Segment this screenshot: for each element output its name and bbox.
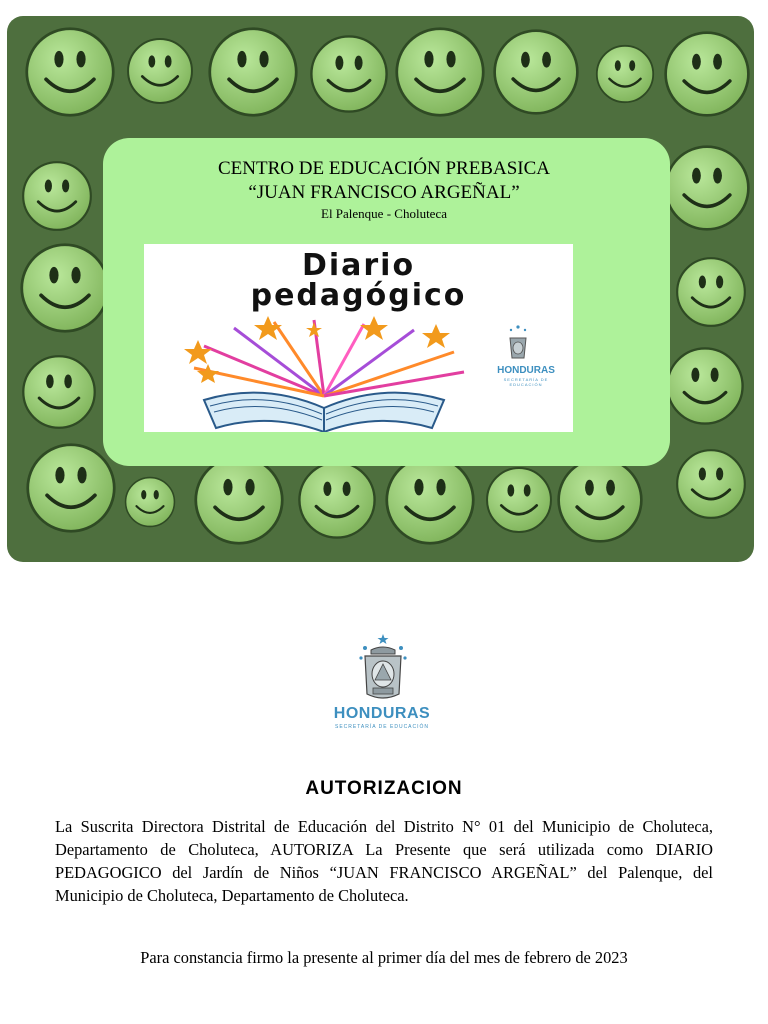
smiley-face-icon (297, 460, 377, 540)
smiley-face-icon (556, 456, 644, 544)
smiley-face-icon (675, 256, 747, 328)
school-name-line1: CENTRO DE EDUCACIÓN PREBASICA (218, 158, 550, 179)
authorization-closing: Para constancia firmo la presente al primer día del mes de febrero de 2023 (140, 948, 628, 967)
smiley-face-icon (492, 28, 580, 116)
smiley-face-icon (21, 354, 97, 430)
smiley-face-icon (126, 37, 194, 105)
smiley-face-icon (24, 26, 116, 118)
school-name-line2: “JUAN FRANCISCO ARGEÑAL” (248, 182, 520, 203)
smiley-face-icon (595, 44, 655, 104)
smiley-face-icon (665, 346, 745, 426)
open-book-stars-illustration (164, 316, 484, 432)
banner-emblem-subtitle: SECRETARÍA DE EDUCACIÓN (503, 377, 549, 387)
banner-title-line1: Diario (301, 248, 416, 283)
smiley-face-icon (19, 242, 111, 334)
smiley-face-icon (675, 448, 747, 520)
smiley-face-icon (485, 466, 553, 534)
smiley-face-icon (394, 26, 486, 118)
logo-emblem-word: HONDURAS (333, 705, 431, 722)
logo-emblem-subtitle: SECRETARÍA DE EDUCACIÓN (334, 724, 430, 730)
honduras-emblem-icon (506, 324, 530, 364)
smiley-face-icon (663, 30, 751, 118)
smiley-face-icon (25, 442, 117, 534)
authorization-body: La Suscrita Directora Distrital de Educación del Distrito N° 01 del Municipio de Choluteca, Departamento de Choluteca, AUTORIZA La Presente que será utilizada como DIARIO PEDAGOGICO del Jardín de Niños “JUAN FRANCISCO ARGEÑAL” del Palenque, del Municipio de Choluteca, Departamento de Choluteca. (55, 817, 713, 905)
smiley-face-icon (124, 476, 176, 528)
banner-emblem-word: HONDURAS (497, 365, 555, 376)
smiley-face-icon (207, 26, 299, 118)
smiley-face-icon (193, 454, 285, 546)
diary-banner (144, 244, 573, 432)
smiley-face-icon (309, 34, 389, 114)
honduras-emblem-icon (357, 632, 409, 706)
banner-title-line2: pedagógico (250, 278, 467, 313)
smiley-face-icon (384, 454, 476, 546)
authorization-title: AUTORIZACION (305, 778, 463, 799)
school-location: El Palenque - Choluteca (321, 206, 447, 221)
